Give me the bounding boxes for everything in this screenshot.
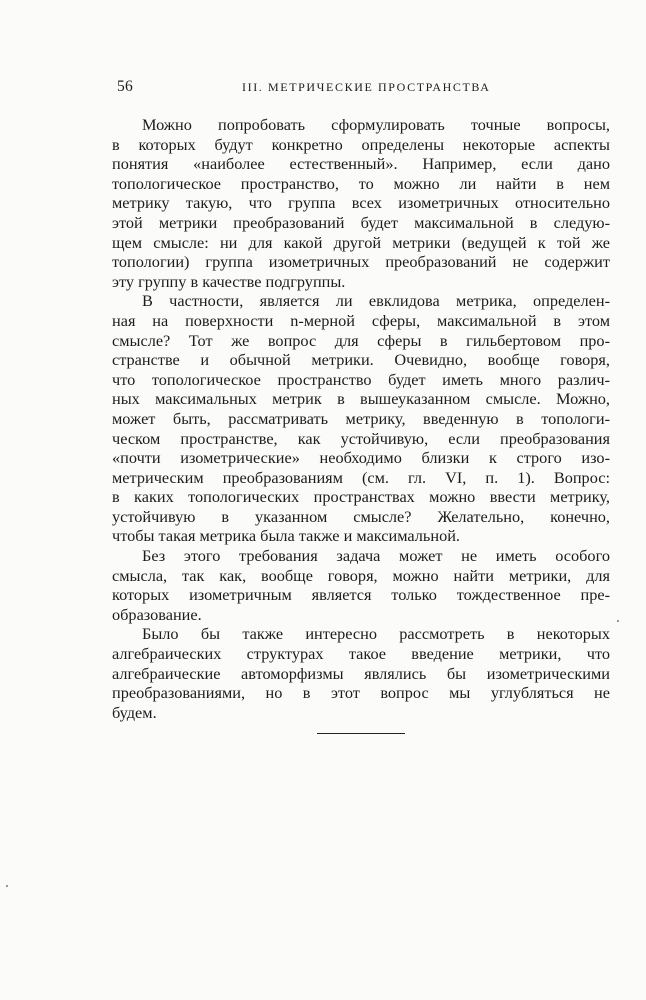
text-line: Было бы также интересно рассмотреть в некоторых [142,624,610,644]
text-line: в которых будут конкретно определены некоторые аспекты [112,134,610,154]
print-speck [6,885,8,887]
text-line: эту группу в качестве подгруппы. [112,271,346,291]
running-head [117,78,607,98]
text-line: которых изометричным является только тождественное пре- [112,585,610,605]
text-line: в каких топологических пространствах можно ввести метрику, [112,487,610,507]
text-line: ческом пространстве, как устойчивую, если преобразования [112,428,610,448]
text-line: алгебраических структурах такое введение метрики, что [112,644,610,664]
text-line: преобразованиями, но в этот вопрос мы углубляться не [112,683,610,703]
text-line: В частности, является ли евклидова метрика, определен- [142,291,610,311]
chapter-title: III. МЕТРИЧЕСКИЕ ПРОСТРАНСТВА [242,80,491,94]
paragraph-4 [112,624,610,722]
text-line: Без этого требования задача может не иметь особого [142,546,610,566]
text-line: странстве и обычной метрики. Очевидно, вообще говоря, [112,350,610,370]
text-line: этой метрики преобразований будет максимальной в следую- [112,212,610,232]
paragraph-1 [112,115,610,291]
text-line: «почти изометрические» необходимо близки к строго изо- [112,448,610,468]
body-text [112,115,610,722]
print-speck [617,620,619,622]
text-line: метрическим преобразованиям (см. гл. VI, п. 1). Вопрос: [112,467,610,487]
paragraph-3 [112,546,610,624]
text-line: может быть, рассматривать метрику, введенную в топологи- [112,408,610,428]
text-line: смысла, так как, вообще говоря, можно найти метрики, для [112,565,610,585]
text-line: метрику такую, что группа всех изометричных относительно [112,193,610,213]
paragraph-2 [112,291,610,546]
text-line: алгебраические автоморфизмы являлись бы изометрическими [112,663,610,683]
text-line: будем. [112,702,157,722]
text-line: понятия «наиболее естественный». Например, если дано [112,154,610,174]
text-line: Можно попробовать сформулировать точные вопросы, [142,115,610,134]
text-line: ных максимальных метрик в вышеуказанном смысле. Можно, [112,389,610,409]
text-line: образование. [112,604,202,624]
section-end-rule [317,733,405,734]
text-line: щем смысле: ни для какой другой метрики (ведущей к той же [112,232,610,252]
text-line: топологическое пространство, то можно ли найти в нем [112,173,610,193]
text-line: устойчивую в указанном смысле? Желательно, конечно, [112,506,610,526]
page-number: 56 [117,78,134,95]
text-line: ная на поверхности n-мерной сферы, максимальной в этом [112,310,610,330]
text-line: что топологическое пространство будет иметь много различ- [112,369,610,389]
text-line: топологии) группа изометричных преобразований не содержит [112,252,610,272]
text-line: смысле? Тот же вопрос для сферы в гильбертовом про- [112,330,610,350]
text-line: чтобы такая метрика была также и максимальной. [112,526,460,546]
